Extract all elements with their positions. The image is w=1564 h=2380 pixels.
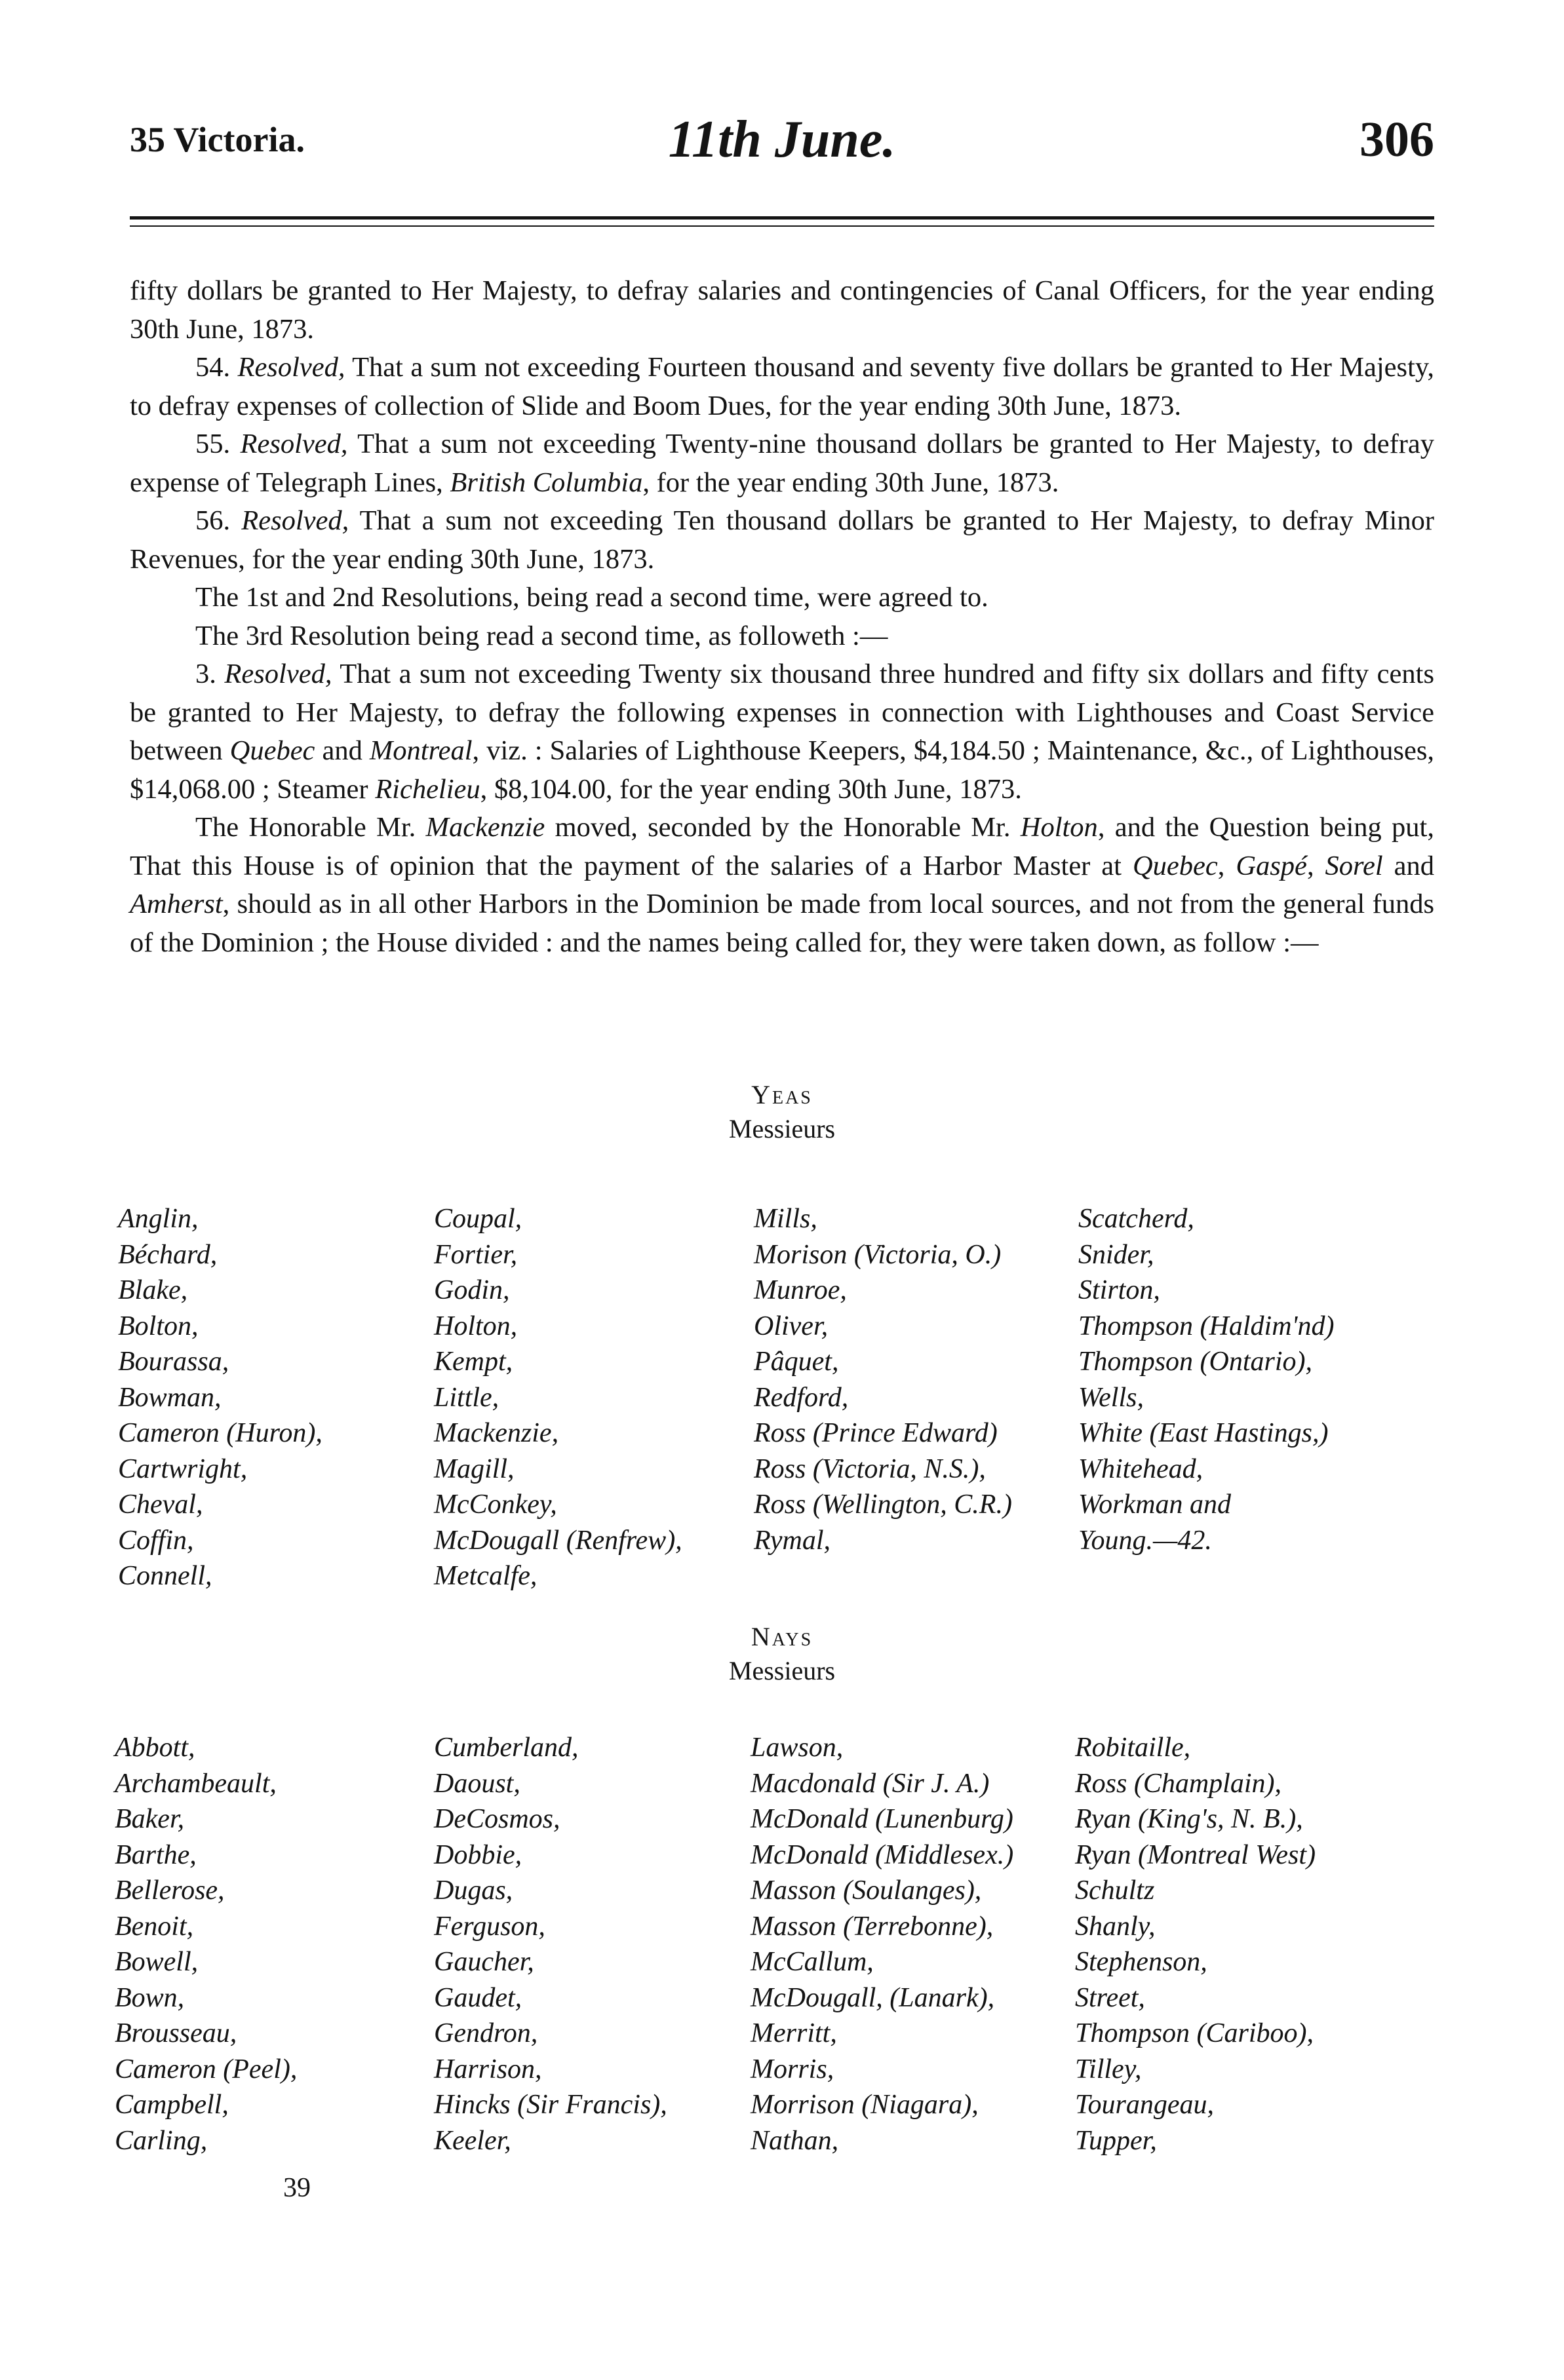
- list-item: Cheval,: [118, 1489, 203, 1520]
- resolution-3: 3. Resolved, That a sum not exceeding Twenty six thousand three hundred and fifty six dollars and fifty cents be granted to Her Majesty, to defray the following expenses in connection with Lighthouses and Coast Service between Quebec and Montreal, viz. : Salaries of Lighthouse Keepers, $4,184.50 ; Maintenance, &c., of Lighthouses, $14,068.00 ; Steamer Richelieu, $8,104.00, for the year ending 30th June, 1873.: [130, 659, 1434, 805]
- header-rule-thin: [130, 225, 1434, 227]
- list-item: Gaudet,: [434, 1982, 522, 2013]
- yeas-column-4: [1078, 1201, 1335, 1558]
- resolution-54: 54. Resolved, That a sum not exceeding Fourteen thousand and seventy five dollars be granted to Her Majesty, to defray expenses of collection of Slide and Boom Dues, for the year ending 30th June, 1873.: [130, 352, 1435, 421]
- list-item: Rymal,: [754, 1525, 831, 1556]
- list-item: Ross (Champlain),: [1075, 1768, 1281, 1799]
- list-item: White (East Hastings,): [1078, 1418, 1329, 1448]
- body-text: [130, 272, 1434, 962]
- list-item: Bowman,: [118, 1382, 222, 1413]
- list-item: Mackenzie,: [434, 1418, 559, 1448]
- list-item: Cartwright,: [118, 1453, 248, 1484]
- list-item: Carling,: [115, 2125, 208, 2156]
- date-heading: 11th June.: [668, 111, 896, 168]
- list-item: McDonald (Middlesex.): [751, 1839, 1014, 1870]
- list-item: Baker,: [115, 1804, 185, 1834]
- list-item: Daoust,: [434, 1768, 520, 1799]
- list-item: Redford,: [754, 1382, 849, 1413]
- list-item: Dobbie,: [434, 1839, 522, 1870]
- nays-column-3: [751, 1730, 1013, 2159]
- list-item: Gaucher,: [434, 1947, 534, 1977]
- running-head: [130, 105, 1434, 183]
- list-item: Munroe,: [754, 1275, 847, 1305]
- list-item: Abbott,: [115, 1733, 195, 1763]
- yeas-column-1: [118, 1201, 323, 1594]
- resolution-55: 55. Resolved, That a sum not exceeding Twenty-nine thousand dollars be granted to Her Majesty, to defray expense of Telegraph Lines, British Columbia, for the year ending 30th June, 1873.: [130, 429, 1434, 498]
- list-item: Thompson (Cariboo),: [1075, 2018, 1314, 2048]
- list-item: Ross (Prince Edward): [754, 1418, 998, 1448]
- list-item: Lawson,: [751, 1733, 844, 1763]
- list-item: Kempt,: [434, 1347, 513, 1377]
- list-item: McDougall (Renfrew),: [434, 1525, 682, 1556]
- list-item: Connell,: [118, 1561, 212, 1591]
- list-item: Harrison,: [434, 2054, 542, 2084]
- list-item: Campbell,: [115, 2090, 229, 2120]
- list-item: Masson (Soulanges),: [751, 1875, 982, 1906]
- list-item: Coffin,: [118, 1525, 194, 1556]
- list-item: Morrison (Niagara),: [751, 2090, 979, 2120]
- list-item: Cumberland,: [434, 1733, 579, 1763]
- page-footer-number: 39: [283, 2173, 311, 2203]
- list-item: Workman and: [1078, 1489, 1231, 1520]
- list-item: Cameron (Peel),: [115, 2054, 298, 2084]
- yeas-column-2: [434, 1201, 682, 1594]
- list-item: DeCosmos,: [434, 1804, 560, 1834]
- list-item: Macdonald (Sir J. A.): [751, 1768, 990, 1799]
- list-item: Barthe,: [115, 1839, 197, 1870]
- list-item: Holton,: [434, 1311, 518, 1341]
- list-item: Tupper,: [1075, 2125, 1157, 2156]
- nays-heading: Nays Messieurs: [728, 1622, 836, 1685]
- nays-column-4: [1075, 1730, 1316, 2159]
- list-item: Schultz: [1075, 1875, 1155, 1906]
- list-item: Bown,: [115, 1982, 185, 2013]
- list-item: Bourassa,: [118, 1347, 229, 1377]
- list-item: Pâquet,: [754, 1347, 839, 1377]
- list-item: Nathan,: [751, 2125, 839, 2156]
- list-item: Tilley,: [1075, 2054, 1142, 2084]
- list-item: Cameron (Huron),: [118, 1418, 323, 1448]
- list-item: Ferguson,: [434, 1911, 545, 1942]
- list-item: Merritt,: [751, 2018, 837, 2048]
- list-item: Hincks (Sir Francis),: [434, 2090, 667, 2120]
- resolutions-agreed: The 1st and 2nd Resolutions, being read a second time, were agreed to.: [195, 582, 988, 613]
- list-item: McDonald (Lunenburg): [751, 1804, 1013, 1834]
- list-item: Béchard,: [118, 1239, 218, 1270]
- list-item: Ross (Victoria, N.S.),: [754, 1453, 986, 1484]
- list-item: Metcalfe,: [434, 1561, 538, 1591]
- list-item: Brousseau,: [115, 2018, 237, 2048]
- motion-paragraph: The Honorable Mr. Mackenzie moved, seconded by the Honorable Mr. Holton, and the Question being put, That this House is of opinion that the payment of the salaries of a Harbor Master at Quebec, Gaspé, Sorel and Amherst, should as in all other Harbors in the Dominion be made from local sources, and not from the general funds of the Dominion ; the House divided : and the names being called for, they were taken down, as follow :—: [130, 812, 1434, 958]
- list-item: Little,: [434, 1382, 499, 1413]
- journal-page-number: 306: [1359, 112, 1434, 167]
- list-item: Gendron,: [434, 2018, 538, 2048]
- list-item: Dugas,: [434, 1875, 513, 1906]
- list-item: Wells,: [1078, 1382, 1144, 1413]
- nays-column-2: [434, 1730, 667, 2159]
- header-rule-thick: [130, 216, 1434, 220]
- nays-column-1: [115, 1730, 297, 2159]
- list-item: McDougall, (Lanark),: [751, 1982, 995, 2013]
- list-item: Mills,: [754, 1204, 817, 1234]
- yeas-heading: Yeas Messieurs: [728, 1080, 836, 1143]
- third-resolution-read: The 3rd Resolution being read a second time, as followeth :—: [195, 620, 888, 651]
- list-item: Bowell,: [115, 1947, 199, 1977]
- list-item: Bolton,: [118, 1311, 199, 1341]
- list-item: Whitehead,: [1078, 1453, 1203, 1484]
- list-item: Young.—42.: [1078, 1525, 1212, 1556]
- paragraph-continuation: fifty dollars be granted to Her Majesty, to defray salaries and contingencies of Canal Officers, for the year ending 30th June, 1873.: [130, 275, 1434, 345]
- list-item: Stephenson,: [1075, 1947, 1207, 1977]
- list-item: Keeler,: [434, 2125, 511, 2156]
- list-item: Morris,: [751, 2054, 834, 2084]
- list-item: Snider,: [1078, 1239, 1154, 1270]
- list-item: Coupal,: [434, 1204, 522, 1234]
- list-item: Fortier,: [434, 1239, 518, 1270]
- list-item: Morison (Victoria, O.): [754, 1239, 1002, 1270]
- session-label: 35 Victoria.: [130, 120, 305, 159]
- list-item: Thompson (Haldim'nd): [1078, 1311, 1335, 1341]
- list-item: Tourangeau,: [1075, 2090, 1214, 2120]
- list-item: Magill,: [434, 1453, 515, 1484]
- list-item: Shanly,: [1075, 1911, 1156, 1942]
- resolution-56: 56. Resolved, That a sum not exceeding Ten thousand dollars be granted to Her Majesty, to defray Minor Revenues, for the year ending 30th June, 1873.: [130, 505, 1435, 575]
- list-item: Blake,: [118, 1275, 188, 1305]
- list-item: Anglin,: [118, 1204, 199, 1234]
- list-item: Benoit,: [115, 1911, 194, 1942]
- list-item: Street,: [1075, 1982, 1145, 2013]
- list-item: Thompson (Ontario),: [1078, 1347, 1313, 1377]
- list-item: Archambeault,: [115, 1768, 277, 1799]
- list-item: McConkey,: [434, 1489, 557, 1520]
- list-item: Robitaille,: [1075, 1733, 1191, 1763]
- list-item: Ryan (King's, N. B.),: [1075, 1804, 1303, 1834]
- list-item: Scatcherd,: [1078, 1204, 1194, 1234]
- list-item: Bellerose,: [115, 1875, 225, 1906]
- list-item: Ryan (Montreal West): [1075, 1839, 1316, 1870]
- list-item: McCallum,: [751, 1947, 874, 1977]
- yeas-column-3: [754, 1201, 1012, 1558]
- list-item: Oliver,: [754, 1311, 829, 1341]
- list-item: Masson (Terrebonne),: [751, 1911, 994, 1942]
- list-item: Ross (Wellington, C.R.): [754, 1489, 1012, 1520]
- list-item: Stirton,: [1078, 1275, 1160, 1305]
- list-item: Godin,: [434, 1275, 510, 1305]
